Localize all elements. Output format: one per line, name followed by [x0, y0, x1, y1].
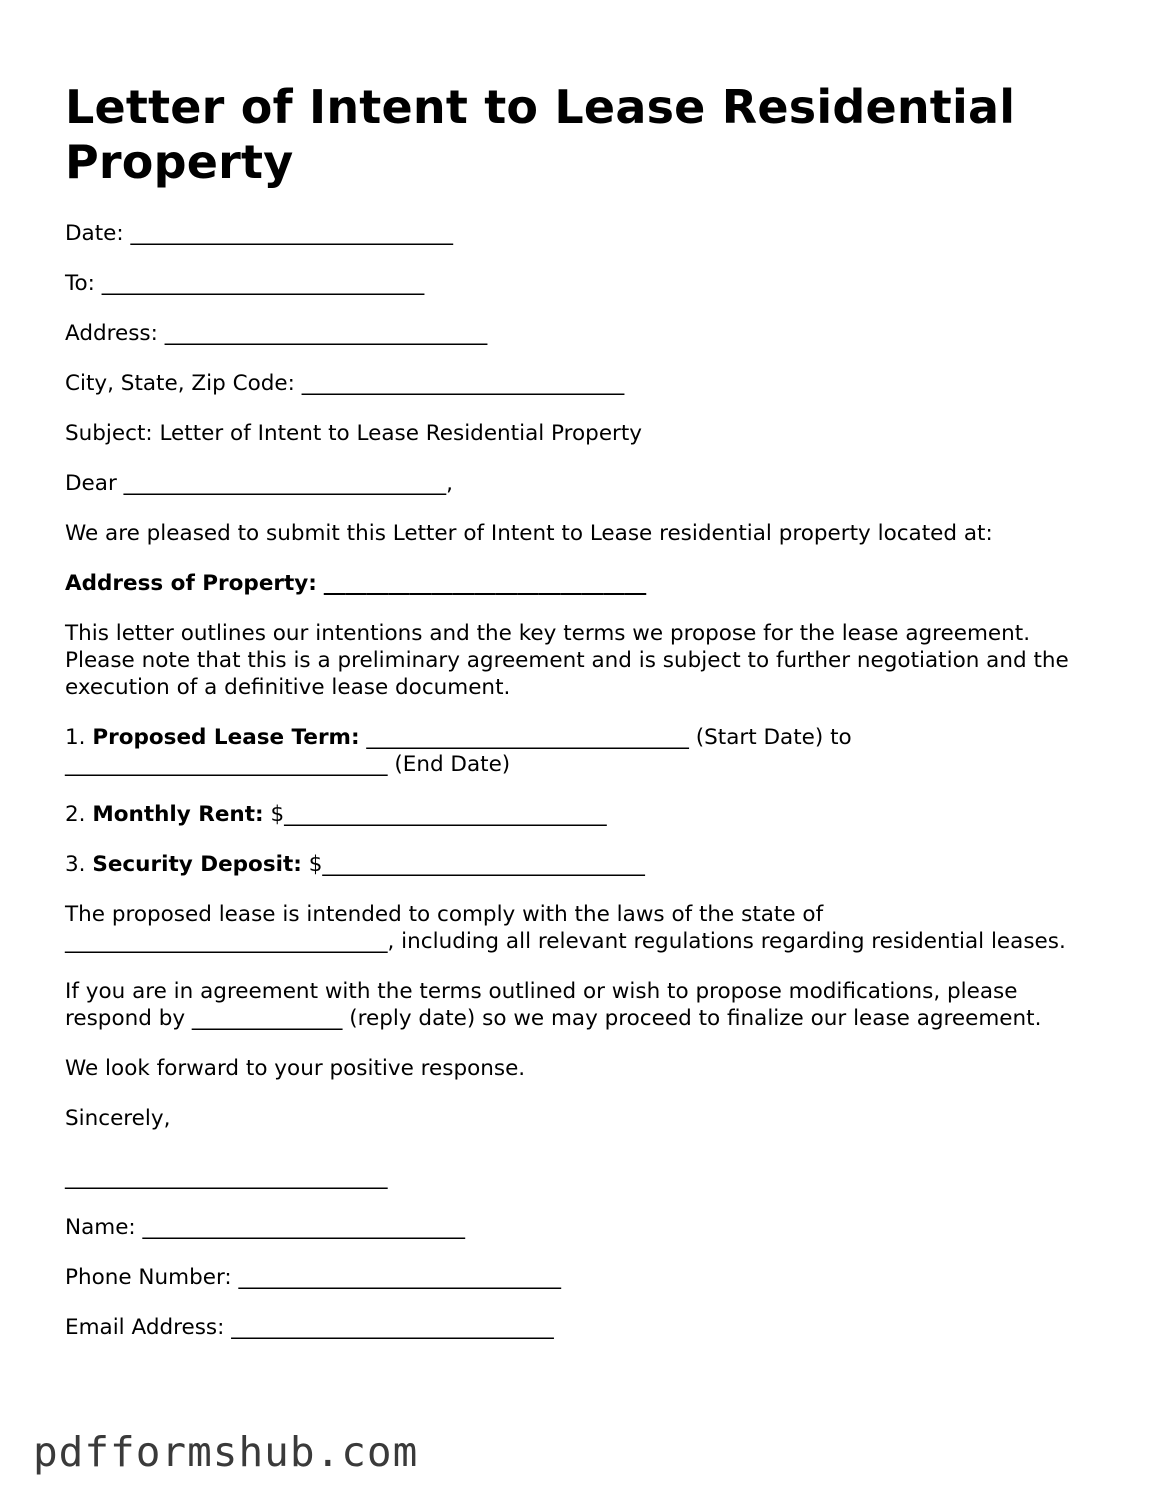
- security-deposit-label: Security Deposit:: [92, 852, 302, 877]
- lease-term-item: [65, 724, 1105, 778]
- property-address-label: Address of Property:: [65, 571, 317, 596]
- date-field[interactable]: ______________________________: [130, 221, 453, 246]
- monthly-rent-item: [65, 801, 1105, 828]
- page-title: Letter of Intent to Lease Residential Property: [65, 80, 1016, 189]
- security-deposit-currency: $: [308, 852, 323, 877]
- lease-term-number: 1.: [65, 725, 86, 750]
- respond-suffix: (reply date) so we may proceed to finalize our lease agreement.: [349, 1006, 1042, 1031]
- dear-label: Dear: [65, 471, 117, 496]
- laws-suffix: , including all relevant regulations regarding residential leases.: [387, 929, 1066, 954]
- date-line: [65, 220, 1105, 247]
- property-address-line: [65, 570, 1105, 597]
- subject-line: Subject: Letter of Intent to Lease Residential Property: [65, 421, 643, 446]
- sincerely-line: Sincerely,: [65, 1106, 171, 1131]
- outline-paragraph: This letter outlines our intentions and the key terms we propose for the lease agreement. Please note that this is a preliminary agreement and is subject to further negotiation and the execution of a definitive lease document.: [65, 621, 1069, 700]
- security-deposit-field[interactable]: ______________________________: [322, 852, 645, 877]
- security-deposit-item: [65, 851, 1105, 878]
- address-line: [65, 320, 1105, 347]
- city-line: [65, 370, 1105, 397]
- phone-label: Phone Number:: [65, 1265, 232, 1290]
- reply-date-field[interactable]: ______________: [191, 1006, 343, 1031]
- email-label: Email Address:: [65, 1315, 225, 1340]
- start-date-field[interactable]: ______________________________: [366, 725, 689, 750]
- respond-prefix: If you are in agreement with the terms outlined or wish to propose modifications, please respond by: [65, 979, 1018, 1031]
- watermark-text: pdfformshub.com: [33, 1428, 419, 1476]
- city-field[interactable]: ______________________________: [301, 371, 625, 396]
- phone-line: [65, 1264, 1105, 1291]
- property-address-field[interactable]: ______________________________: [323, 571, 647, 596]
- recipient-field[interactable]: ______________________________: [123, 471, 447, 496]
- signature-field[interactable]: ______________________________: [65, 1165, 388, 1190]
- end-date-field[interactable]: ______________________________: [65, 752, 388, 777]
- start-date-caption: (Start Date) to: [695, 725, 852, 750]
- to-label: To:: [65, 271, 95, 296]
- name-field[interactable]: ______________________________: [142, 1215, 466, 1240]
- closing-line: We look forward to your positive response.: [65, 1056, 526, 1081]
- date-label: Date:: [65, 221, 124, 246]
- laws-prefix: The proposed lease is intended to comply with the laws of the state of: [65, 902, 824, 927]
- state-field[interactable]: ______________________________: [65, 929, 388, 954]
- monthly-rent-label: Monthly Rent:: [92, 802, 264, 827]
- phone-field[interactable]: ______________________________: [238, 1265, 562, 1290]
- salutation-comma: ,: [446, 471, 453, 496]
- laws-paragraph: [65, 901, 1105, 955]
- intro-paragraph: We are pleased to submit this Letter of Intent to Lease residential property located at:: [65, 521, 993, 546]
- respond-paragraph: [65, 978, 1105, 1032]
- name-label: Name:: [65, 1215, 136, 1240]
- monthly-rent-number: 2.: [65, 802, 86, 827]
- city-label: City, State, Zip Code:: [65, 371, 295, 396]
- lease-term-label: Proposed Lease Term:: [92, 725, 360, 750]
- salutation-line: [65, 470, 1105, 497]
- name-line: [65, 1214, 1105, 1241]
- to-field[interactable]: ______________________________: [101, 271, 425, 296]
- to-line: [65, 270, 1105, 297]
- end-date-caption: (End Date): [394, 752, 511, 777]
- address-label: Address:: [65, 321, 158, 346]
- security-deposit-number: 3.: [65, 852, 86, 877]
- monthly-rent-currency: $: [270, 802, 285, 827]
- monthly-rent-field[interactable]: ______________________________: [284, 802, 607, 827]
- address-field[interactable]: ______________________________: [164, 321, 488, 346]
- letter-document: [65, 80, 1105, 1364]
- email-line: [65, 1314, 1105, 1341]
- email-field[interactable]: ______________________________: [231, 1315, 554, 1340]
